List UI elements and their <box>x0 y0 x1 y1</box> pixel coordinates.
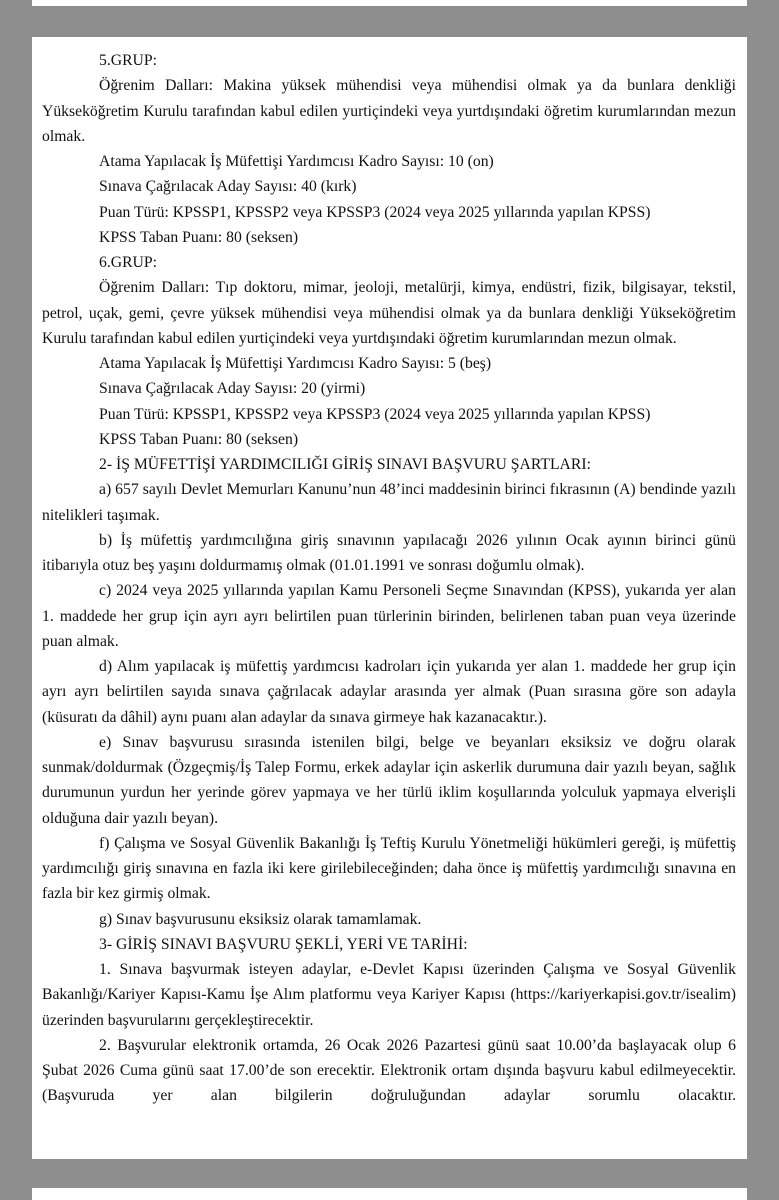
group6-heading: 6.GRUP: <box>99 254 157 271</box>
group6-quota: Atama Yapılacak İş Müfettişi Yardımcısı Kadro Sayısı: 5 (beş) <box>99 355 492 372</box>
section2-item-f: f) Çalışma ve Sosyal Güvenlik Bakanlığı İş Teftiş Kurulu Yönetmeliği hükümleri gereği, iş müfettiş yardımcılığı giriş sınavına en fazla iki kere girilebileceğinden; daha önce iş müfettiş yardımcılığı sınavına en fazla bir kez girmiş olmak. <box>42 834 736 903</box>
group5-heading: 5.GRUP: <box>99 52 157 69</box>
group5-candidates: Sınava Çağrılacak Aday Sayısı: 40 (kırk) <box>99 178 357 196</box>
document-page <box>32 37 747 1159</box>
document-body <box>42 48 736 1109</box>
group5-fields: Öğrenim Dalları: Makina yüksek mühendisi veya mühendisi olmak ya da bunlara denkliği Yükseköğretim Kurulu tarafından kabul edilen yurtiçindeki veya yurtdışındaki öğretim kurumlarından mezun olmak. <box>42 77 736 145</box>
group5-min-score: KPSS Taban Puanı: 80 (seksen) <box>99 228 299 246</box>
group5-quota: Atama Yapılacak İş Müfettişi Yardımcısı Kadro Sayısı: 10 (on) <box>99 153 494 170</box>
next-page-edge <box>32 1188 747 1200</box>
section2-heading: 2- İŞ MÜFETTİŞİ YARDIMCILIĞI GİRİŞ SINAVI BAŞVURU ŞARTLARI: <box>99 456 591 473</box>
section2-item-d: d) Alım yapılacak iş müfettiş yardımcısı kadroları için yukarıda yer alan 1. maddede her grup için ayrı ayrı belirtilen sayıda sınava çağrılacak adaylar arasında yer almak (Puan sırasına göre son adayla (küsuratı da dâhil) aynı puanı alan adaylar da sınava girmeye hak kazanacaktır.). <box>42 658 736 726</box>
section3-item-1: 1. Sınava başvurmak isteyen adaylar, e-Devlet Kapısı üzerinden Çalışma ve Sosyal Güvenlik Bakanlığı/Kariyer Kapısı-Kamu İşe Alım platformu veya Kariyer Kapısı (https://kariyerkapisi.gov.tr/isealim) üzerinden başvurularını gerçekleştirecektir. <box>42 961 736 1029</box>
section3-heading: 3- GİRİŞ SINAVI BAŞVURU ŞEKLİ, YERİ VE TARİHİ: <box>99 935 468 953</box>
previous-page-edge <box>32 0 747 6</box>
group6-score-type: Puan Türü: KPSSP1, KPSSP2 veya KPSSP3 (2024 veya 2025 yıllarında yapılan KPSS) <box>99 405 651 423</box>
group6-fields: Öğrenim Dalları: Tıp doktoru, mimar, jeoloji, metalürji, kimya, endüstri, fizik, bilgisayar, tekstil, petrol, uçak, gemi, çevre yüksek mühendisi veya mühendisi olmak ya da bunlara denkliği Yükseköğretim Kurulu tarafından kabul edilen yurtiçindeki veya yurtdışındaki öğretim kurumlarından mezun olmak. <box>42 279 736 347</box>
group5-score-type: Puan Türü: KPSSP1, KPSSP2 veya KPSSP3 (2024 veya 2025 yıllarında yapılan KPSS) <box>99 203 651 221</box>
section3-item-2: 2. Başvurular elektronik ortamda, 26 Ocak 2026 Pazartesi günü saat 10.00’da başlayacak olup 6 Şubat 2026 Cuma günü saat 17.00’de son erecektir. Elektronik ortam dışında başvuru kabul edilmeyecektir. (Başvuruda yer alan bilgilerin doğruluğundan adaylar sorumlu olacaktır. <box>42 1036 736 1105</box>
group6-candidates: Sınava Çağrılacak Aday Sayısı: 20 (yirmi) <box>99 380 366 398</box>
section2-item-a: a) 657 sayılı Devlet Memurları Kanunu’nun 48’inci maddesinin birinci fıkrasının (A) bendinde yazılı nitelikleri taşımak. <box>42 481 736 524</box>
section2-item-g: g) Sınav başvurusunu eksiksiz olarak tamamlamak. <box>99 910 422 928</box>
section2-item-e: e) Sınav başvurusu sırasında istenilen bilgi, belge ve beyanları eksiksiz ve doğru olarak sunmak/doldurmak (Özgeçmiş/İş Talep Formu, erkek adaylar için askerlik durumuna dair yazılı beyan, sağlık durumunun yurdun her yerinde görev yapmaya ve her türlü iklim koşullarında yolculuk yapmaya elverişli olduğuna dair yazılı beyan). <box>42 733 736 827</box>
group6-min-score: KPSS Taban Puanı: 80 (seksen) <box>99 430 299 448</box>
section2-item-b: b) İş müfettiş yardımcılığına giriş sınavının yapılacağı 2026 yılının Ocak ayının birinci günü itibarıyla otuz beş yaşını doldurmamış olmak (01.01.1991 ve sonrası doğumlu olmak). <box>42 531 736 574</box>
section2-item-c: c) 2024 veya 2025 yıllarında yapılan Kamu Personeli Seçme Sınavından (KPSS), yukarıda yer alan 1. maddede her grup için ayrı ayrı belirtilen puan türlerinin birinden, belirlenen taban puan veya üzerinde puan almak. <box>42 582 736 650</box>
